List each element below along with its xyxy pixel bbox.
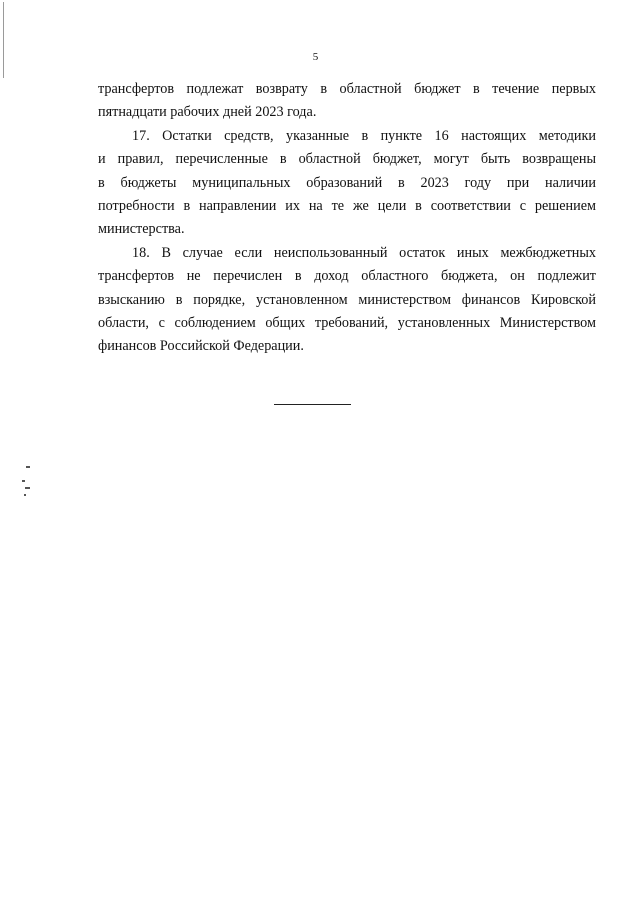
scan-speck [22,480,25,482]
document-body [98,78,596,359]
text-line: финансов Российской Федерации. [98,338,304,355]
text-line: трансфертов не перечислен в доход областного бюджета, он подлежит [98,268,596,285]
text-line: взысканию в порядке, установленном министерством финансов Кировской [98,291,596,308]
text-line: трансфертов подлежат возврату в областной бюджет в течение первых [98,81,596,97]
scan-speck [26,466,30,468]
text-line: 18. В случае если неиспользованный остаток иных межбюджетных [132,244,596,261]
scan-edge-line [3,2,4,78]
text-line: министерства. [98,221,185,238]
text-line: в бюджеты муниципальных образований в 2023 году при наличии [98,174,596,191]
text-line: потребности в направлении их на те же цели в соответствии с решением [98,197,596,214]
paragraph-17 [98,125,596,242]
paragraph-continuation [98,78,596,125]
scan-speck [25,487,30,489]
text-line: 17. Остатки средств, указанные в пункте 16 настоящих методики [132,127,596,144]
end-of-document-rule [274,404,351,405]
page-number: 5 [312,51,319,63]
paragraph-18 [98,242,596,359]
text-line: и правил, перечисленные в областной бюджет, могут быть возвращены [98,151,596,168]
scan-speck [24,494,26,496]
text-line: пятнадцати рабочих дней 2023 года. [98,104,317,121]
text-line: области, с соблюдением общих требований, установленных Министерством [98,314,596,331]
